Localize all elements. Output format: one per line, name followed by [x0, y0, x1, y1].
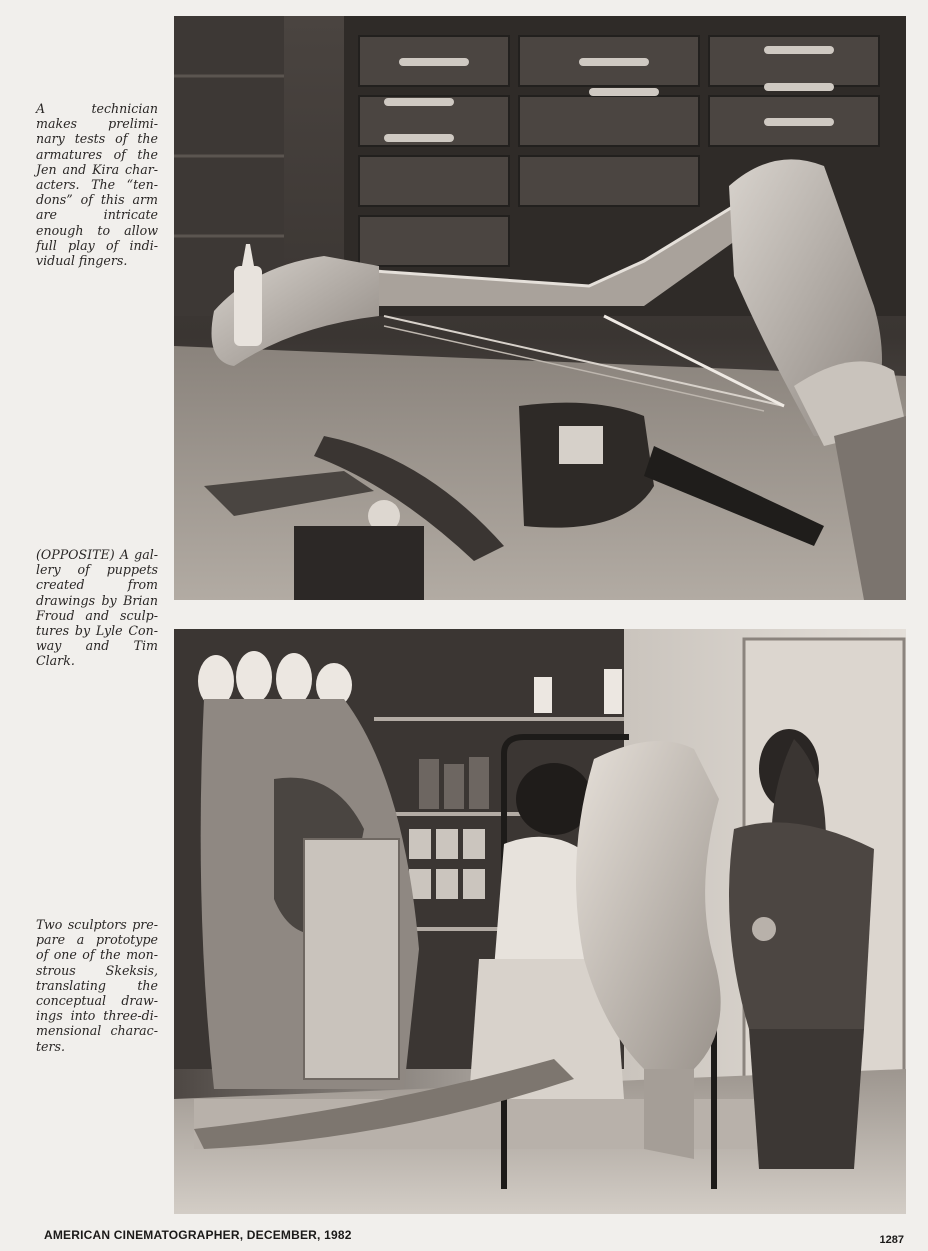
caption-line: armatures of the	[36, 146, 158, 162]
caption-line: way and Tim	[36, 638, 158, 654]
caption-line: lery of puppets	[36, 562, 158, 578]
caption-line: vidual fingers.	[36, 253, 128, 269]
caption-line: ters.	[36, 1038, 66, 1054]
caption-line: strous Skeksis,	[36, 962, 158, 978]
caption-line: makes prelimi-	[36, 116, 158, 132]
caption-line: (OPPOSITE) A gal-	[36, 547, 158, 562]
caption-line: Jen and Kira char-	[36, 161, 158, 177]
caption-line: created from	[36, 577, 158, 593]
caption-line: acters. The “ten-	[36, 177, 158, 193]
publication-footer: AMERICAN CINEMATOGRAPHER, DECEMBER, 1982	[44, 1228, 352, 1242]
caption-line: of one of the mon-	[36, 947, 158, 963]
caption-line: conceptual draw-	[36, 993, 158, 1009]
armature-photo-illustration	[174, 16, 906, 600]
caption-sculptors	[36, 917, 158, 1054]
caption-line: tures by Lyle Con-	[36, 623, 158, 639]
sculptors-photo-illustration	[174, 629, 906, 1214]
caption-line: enough to allow	[36, 222, 158, 238]
caption-line: Clark.	[36, 653, 75, 669]
caption-line: nary tests of the	[36, 131, 158, 147]
caption-line: full play of indi-	[36, 237, 158, 253]
caption-line: ings into three-di-	[36, 1008, 158, 1024]
caption-line: translating the	[36, 977, 158, 993]
technician-testing-armature-photo	[174, 16, 906, 600]
caption-line: Froud and sculp-	[36, 607, 158, 623]
caption-armature	[36, 101, 158, 268]
caption-line: dons” of this arm	[36, 192, 158, 208]
caption-gallery	[36, 547, 158, 669]
sculptors-with-skeksis-prototype-photo	[174, 629, 906, 1214]
caption-line: pare a prototype	[36, 932, 158, 948]
caption-line: A technician	[36, 101, 158, 116]
caption-line: mensional charac-	[36, 1023, 158, 1039]
caption-line: drawings by Brian	[36, 592, 158, 608]
page-number: 1287	[879, 1234, 904, 1246]
caption-line: Two sculptors pre-	[36, 917, 158, 932]
caption-line: are intricate	[36, 207, 158, 223]
